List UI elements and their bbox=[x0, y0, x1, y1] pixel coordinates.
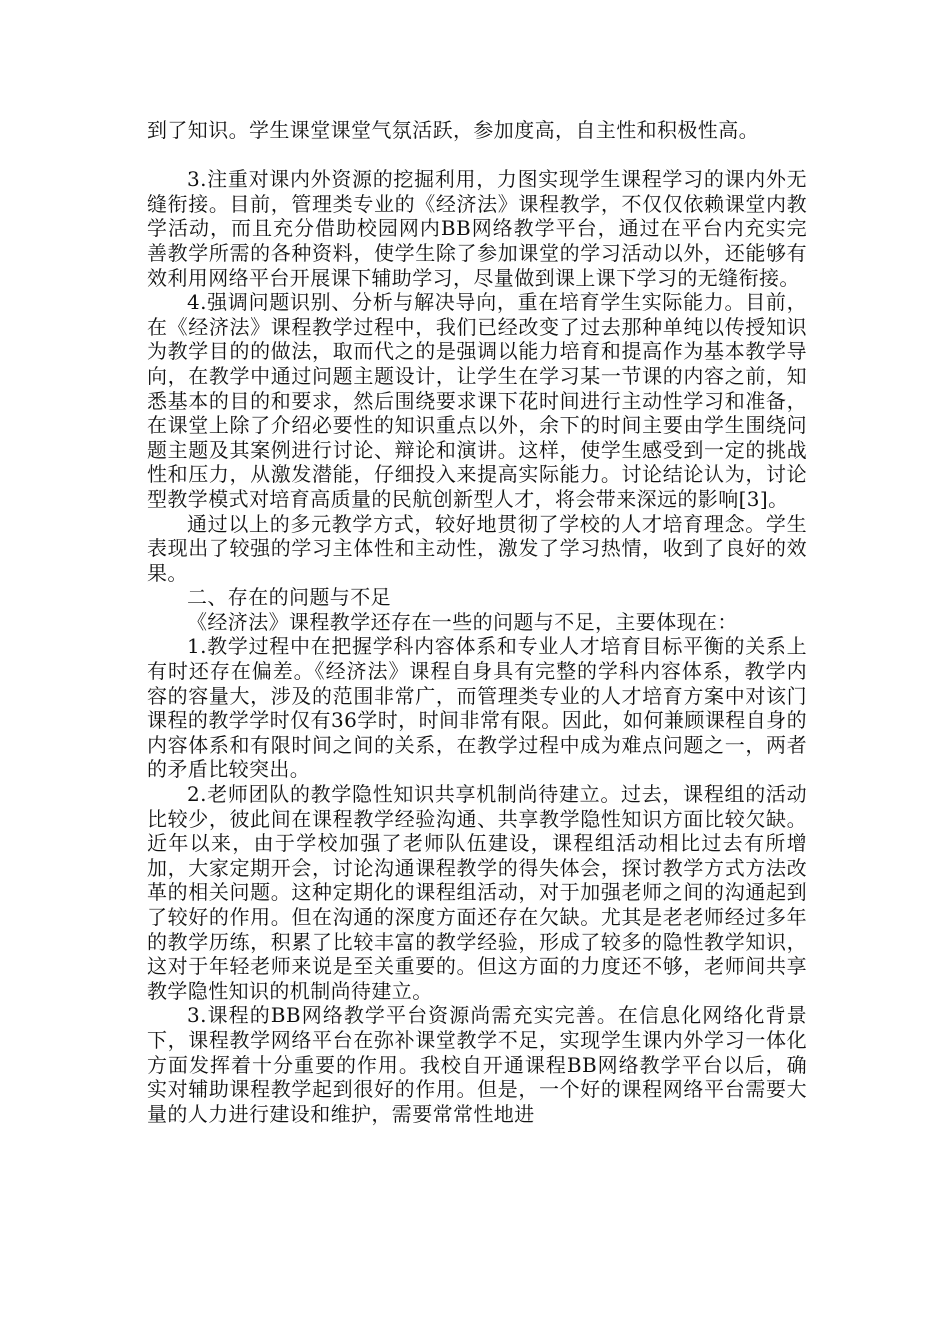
paragraph-point-3: 3.注重对课内外资源的挖掘利用，力图实现学生课程学习的课内外无缝衔接。目前，管理类专业的《经济法》课程教学，不仅仅依赖课堂内教学活动，而且充分借助校园网内BB网络教学平台，通过在平台内充实完善教学所需的各种资料，使学生除了参加课堂的学习活动以外，还能够有效利用网络平台开展课下辅助学习，尽量做到课上课下学习的无缝衔接。 bbox=[147, 167, 807, 290]
paragraph-point-4: 4.强调问题识别、分析与解决导向，重在培育学生实际能力。目前，在《经济法》课程教学过程中，我们已经改变了过去那种单纯以传授知识为教学目的的做法，取而代之的是强调以能力培育和提高作为基本教学导向，在教学中通过问题主题设计，让学生在学习某一节课的内容之前，知悉基本的目的和要求，然后围绕要求课下花时间进行主动性学习和准备，在课堂上除了介绍必要性的知识重点以外，余下的时间主要由学生围绕问题主题及其案例进行讨论、辩论和演讲。这样，使学生感受到一定的挑战性和压力，从激发潜能，仔细投入来提高实际能力。讨论结论认为，讨论型教学模式对培育高质量的民航创新型人才，将会带来深远的影响[3]。 bbox=[147, 290, 807, 511]
paragraph-intro: 《经济法》课程教学还存在一些的问题与不足，主要体现在： bbox=[187, 609, 738, 634]
paragraph-problem-3: 3.课程的BB网络教学平台资源尚需充实完善。在信息化网络化背景下，课程教学网络平台在弥补课堂教学不足，实现学生课内外学习一体化方面发挥着十分重要的作用。我校自开通课程BB网络教学平台以后，确实对辅助课程教学起到很好的作用。但是，一个好的课程网络平台需要大量的人力进行建设和维护，需要常常性地进 bbox=[147, 1003, 807, 1126]
paragraph-summary: 通过以上的多元教学方式，较好地贯彻了学校的人才培育理念。学生表现出了较强的学习主体性和主动性，激发了学习热情，收到了良好的效果。 bbox=[147, 511, 807, 585]
document-page bbox=[147, 118, 807, 1126]
blank-line bbox=[147, 143, 807, 168]
paragraph-problem-1: 1.教学过程中在把握学科内容体系和专业人才培育目标平衡的关系上有时还存在偏差。《经济法》课程自身具有完整的学科内容体系，教学内容的容量大，涉及的范围非常广，而管理类专业的人才培育方案中对该门课程的教学学时仅有36学时，时间非常有限。因此，如何兼顾课程自身的内容体系和有限时间之间的关系，在教学过程中成为难点问题之一，两者的矛盾比较突出。 bbox=[147, 634, 807, 782]
paragraph-problem-2: 2.老师团队的教学隐性知识共享机制尚待建立。过去，课程组的活动比较少，彼此间在课程教学经验沟通、共享教学隐性知识方面比较欠缺。近年以来，由于学校加强了老师队伍建设，课程组活动相比过去有所增加，大家定期开会，讨论沟通课程教学的得失体会，探讨教学方式方法改革的相关问题。这种定期化的课程组活动，对于加强老师之间的沟通起到了较好的作用。但在沟通的深度方面还存在欠缺。尤其是老老师经过多年的教学历练，积累了比较丰富的教学经验，形成了较多的隐性教学知识，这对于年轻老师来说是至关重要的。但这方面的力度还不够，老师间共享教学隐性知识的机制尚待建立。 bbox=[147, 782, 807, 1003]
section-heading: 二、存在的问题与不足 bbox=[187, 585, 391, 610]
paragraph-continuation: 到了知识。学生课堂课堂气氛活跃，参加度高，自主性和积极性高。 bbox=[147, 118, 759, 142]
